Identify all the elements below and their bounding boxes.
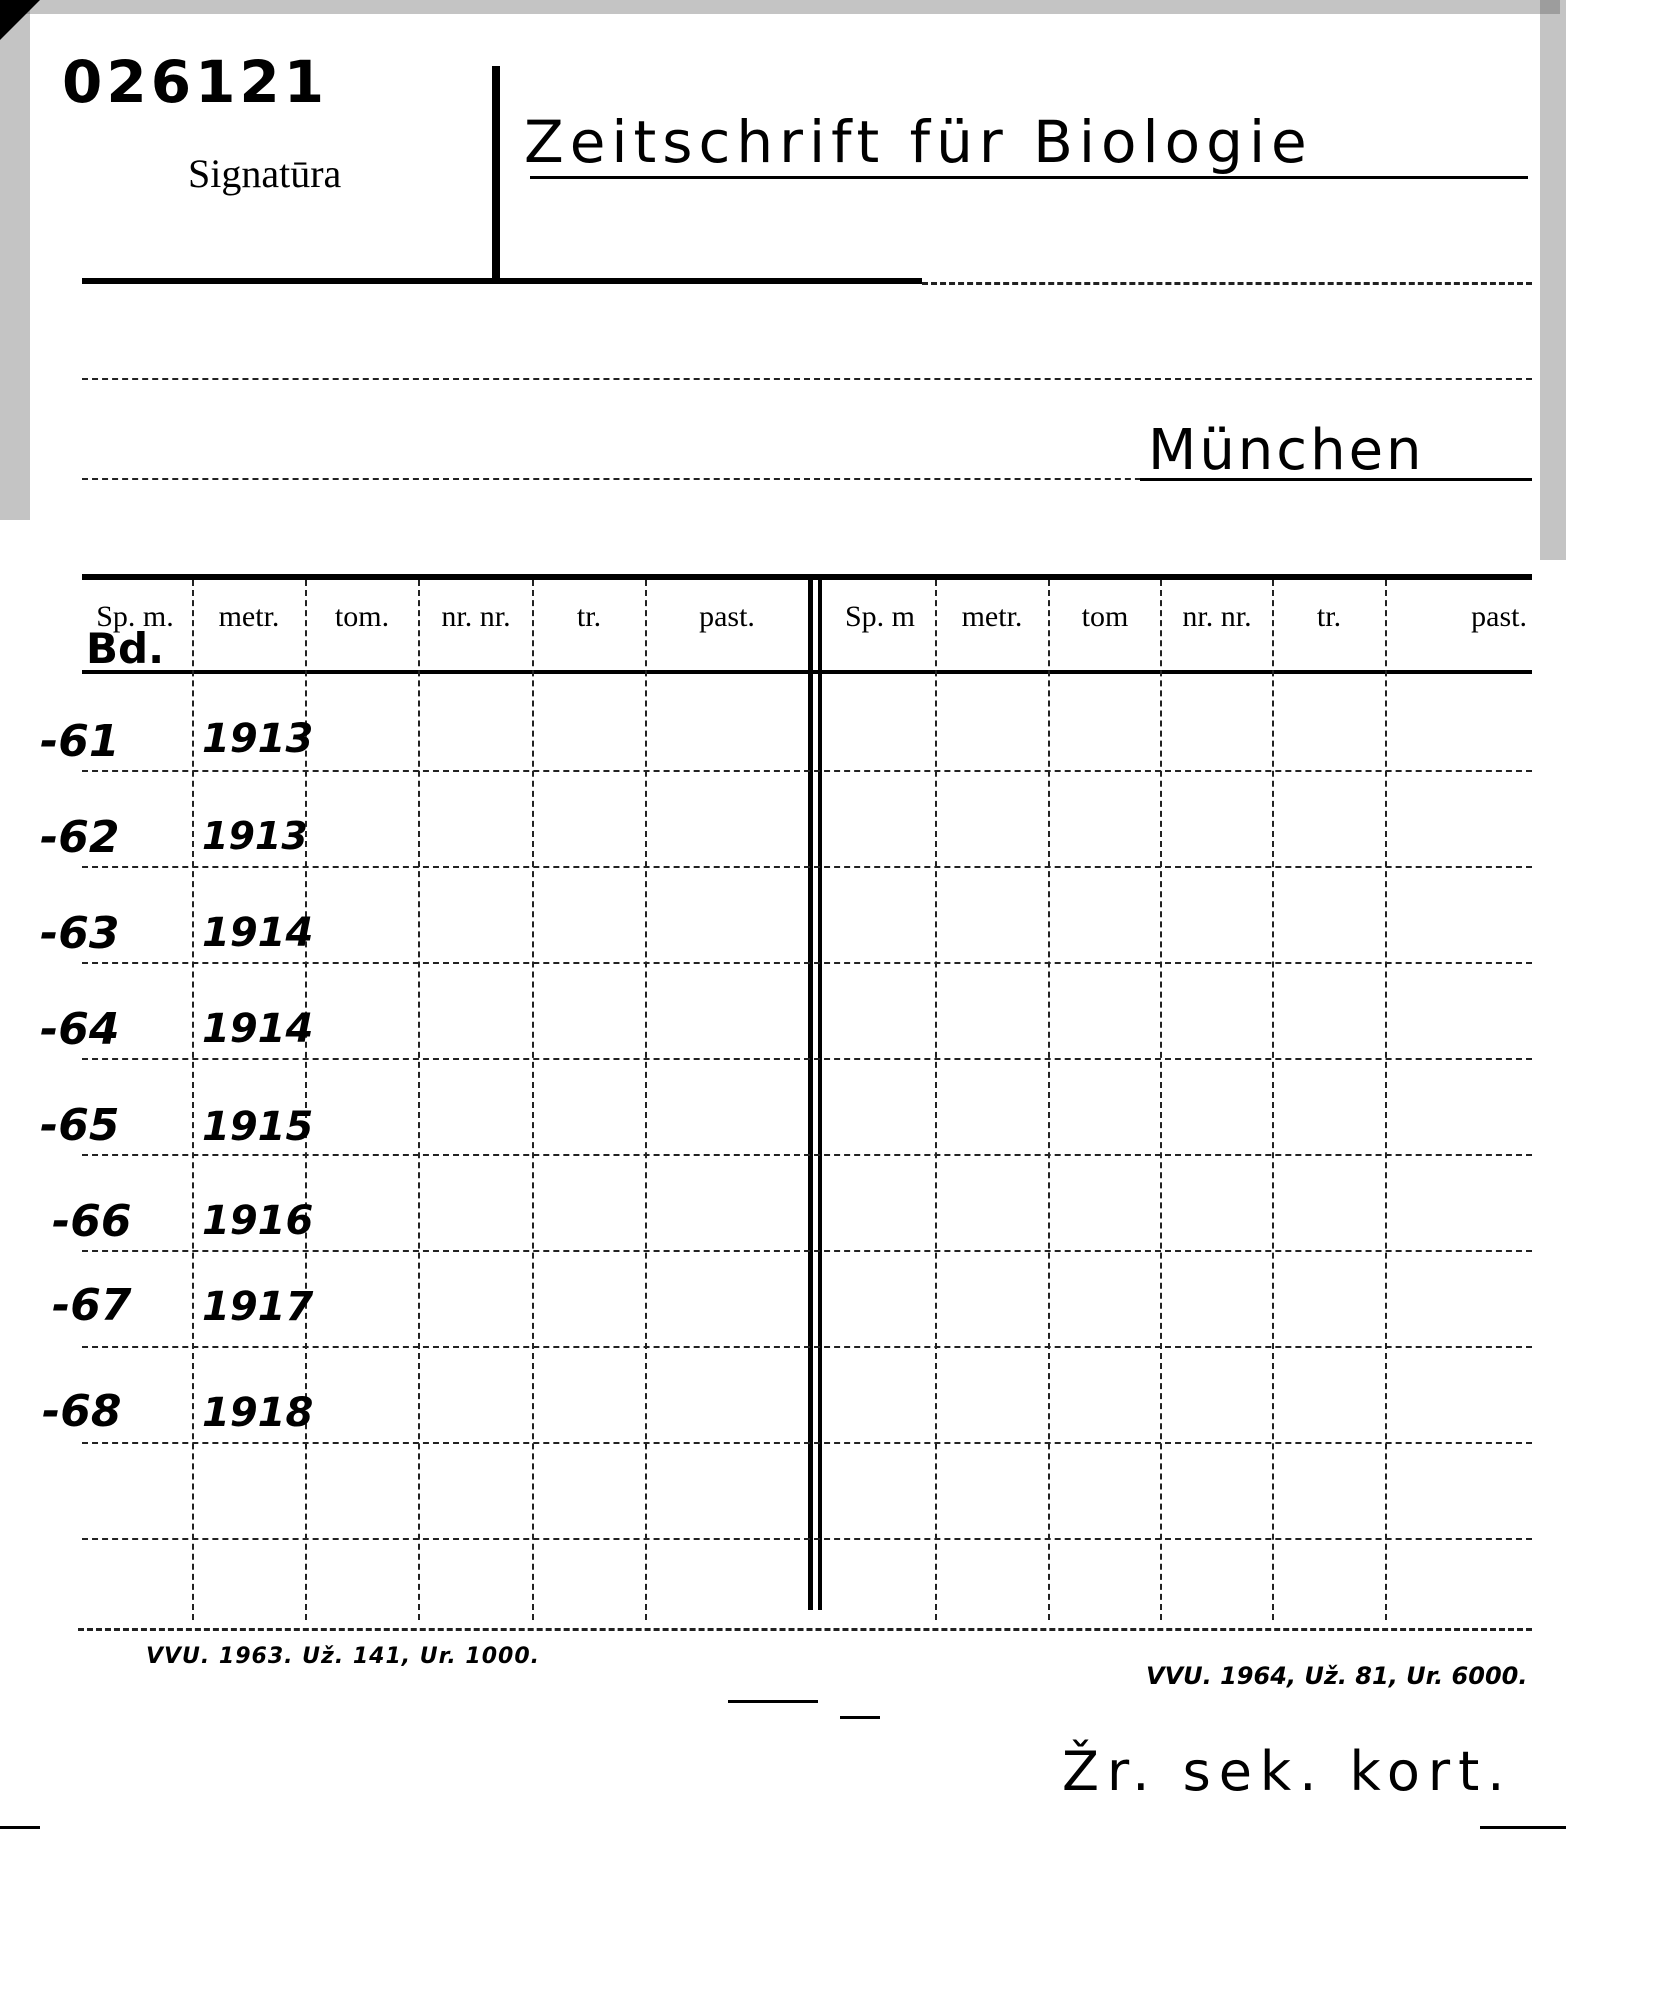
stamp-right: VVU. 1964, Už. 81, Ur. 6000. bbox=[1146, 1662, 1528, 1690]
row-volume: -62 bbox=[40, 812, 120, 863]
col-line bbox=[192, 580, 194, 1620]
title-underline bbox=[530, 176, 1528, 179]
col-line bbox=[532, 580, 534, 1620]
signature-label: Signatūra bbox=[188, 151, 342, 196]
header-bd-overwrite: Bd. bbox=[86, 624, 165, 673]
header-divider bbox=[492, 66, 500, 280]
header-metr-right: metr. bbox=[961, 600, 1023, 633]
col-line bbox=[935, 580, 937, 1620]
scan-edge-top bbox=[0, 0, 1560, 14]
header-rule bbox=[82, 278, 922, 284]
row-year: 1917 bbox=[202, 1284, 314, 1330]
blank-line-1 bbox=[82, 378, 1532, 380]
row-year: 1915 bbox=[202, 1104, 314, 1150]
row-year: 1914 bbox=[202, 910, 314, 956]
header-sp-m: Sp. m. bbox=[96, 600, 174, 633]
footer-note: Žr. sek. kort. bbox=[1062, 1740, 1513, 1803]
card-edge-left bbox=[0, 1826, 40, 1829]
card-edge-right bbox=[1480, 1826, 1566, 1829]
place-underline bbox=[1140, 478, 1532, 481]
header-tr: tr. bbox=[576, 600, 602, 633]
header-tom: tom. bbox=[334, 600, 390, 633]
row-volume: -68 bbox=[42, 1386, 122, 1437]
row-separator bbox=[82, 1442, 1532, 1444]
row-year: 1918 bbox=[202, 1390, 314, 1436]
scan-edge-left bbox=[0, 0, 30, 520]
table-header-rule bbox=[82, 670, 1532, 674]
header-nr-nr-right: nr. nr. bbox=[1182, 600, 1252, 633]
row-separator bbox=[82, 962, 1532, 964]
header-tr-right: tr. bbox=[1316, 600, 1342, 633]
row-separator bbox=[82, 1538, 1532, 1540]
stray-mark bbox=[840, 1716, 880, 1719]
table-bottom-rule bbox=[78, 1628, 1532, 1631]
row-volume: -63 bbox=[40, 908, 120, 959]
row-volume: -65 bbox=[40, 1100, 120, 1151]
center-divider-b bbox=[818, 580, 822, 1610]
row-year: 1914 bbox=[202, 1006, 314, 1052]
row-volume: -67 bbox=[52, 1280, 132, 1331]
col-line bbox=[1048, 580, 1050, 1620]
header-nr-nr: nr. nr. bbox=[441, 600, 511, 633]
row-separator bbox=[82, 1154, 1532, 1156]
table-top-rule bbox=[82, 574, 1532, 580]
stray-mark bbox=[728, 1700, 818, 1703]
row-separator bbox=[82, 1250, 1532, 1252]
col-line bbox=[645, 580, 647, 1620]
row-separator bbox=[82, 866, 1532, 868]
header-metr: metr. bbox=[218, 600, 280, 633]
header-tom-right: tom bbox=[1081, 600, 1129, 633]
header-sp-m-right: Sp. m bbox=[844, 600, 916, 633]
scan-edge-right bbox=[1540, 0, 1566, 560]
col-line bbox=[1272, 580, 1274, 1620]
row-separator bbox=[82, 1058, 1532, 1060]
signature-number: 026121 bbox=[62, 48, 329, 116]
header-past-right: past. bbox=[1471, 600, 1527, 633]
publication-place: München bbox=[1148, 418, 1425, 483]
row-year: 1913 bbox=[202, 716, 314, 762]
col-line bbox=[1160, 580, 1162, 1620]
row-volume: -64 bbox=[40, 1004, 120, 1055]
col-line bbox=[418, 580, 420, 1620]
row-year: 1916 bbox=[202, 1198, 314, 1244]
header-rule-dashed bbox=[922, 282, 1532, 285]
row-separator bbox=[82, 1346, 1532, 1348]
corner-mark bbox=[0, 0, 40, 40]
center-divider-a bbox=[808, 580, 813, 1610]
row-volume: -66 bbox=[52, 1196, 132, 1247]
col-line bbox=[1385, 580, 1387, 1620]
journal-title: Zeitschrift für Biologie bbox=[524, 108, 1313, 176]
stamp-left: VVU. 1963. Už. 141, Ur. 1000. bbox=[146, 1644, 540, 1669]
row-volume: -61 bbox=[40, 716, 120, 767]
row-year: 1913 bbox=[202, 814, 308, 858]
row-separator bbox=[82, 770, 1532, 772]
header-past: past. bbox=[699, 600, 755, 633]
